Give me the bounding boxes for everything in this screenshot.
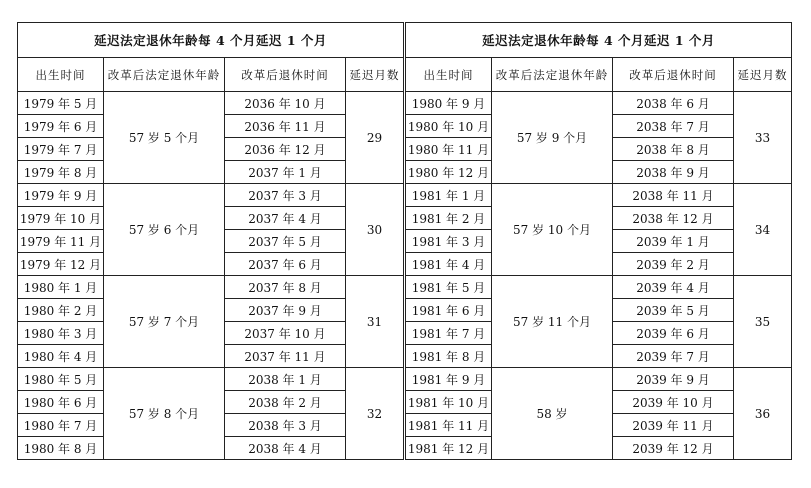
birth-time-cell: 1980 年 11 月 (406, 138, 492, 161)
retirement-time-cell: 2038 年 6 月 (613, 92, 734, 115)
retirement-time-cell: 2036 年 11 月 (225, 115, 346, 138)
birth-time-cell: 1979 年 9 月 (18, 184, 104, 207)
birth-time-cell: 1981 年 10 月 (406, 391, 492, 414)
birth-time-cell: 1981 年 3 月 (406, 230, 492, 253)
retirement-age-cell: 57 岁 8 个月 (104, 368, 225, 460)
delay-months-cell: 30 (346, 184, 404, 276)
delay-months-cell: 29 (346, 92, 404, 184)
birth-time-cell: 1979 年 5 月 (18, 92, 104, 115)
left-header-birth-time: 出生时间 (18, 58, 104, 92)
right-header-retirement-time: 改革后退休时间 (613, 58, 734, 92)
retirement-time-cell: 2038 年 7 月 (613, 115, 734, 138)
retirement-time-cell: 2037 年 10 月 (225, 322, 346, 345)
retirement-time-cell: 2037 年 8 月 (225, 276, 346, 299)
retirement-time-cell: 2038 年 3 月 (225, 414, 346, 437)
table-row (18, 368, 404, 391)
left-header-retirement-age: 改革后法定退休年龄 (104, 58, 225, 92)
retirement-time-cell: 2037 年 3 月 (225, 184, 346, 207)
retirement-time-cell: 2037 年 6 月 (225, 253, 346, 276)
retirement-time-cell: 2038 年 2 月 (225, 391, 346, 414)
retirement-time-cell: 2038 年 11 月 (613, 184, 734, 207)
delay-months-cell: 36 (734, 368, 792, 460)
birth-time-cell: 1980 年 8 月 (18, 437, 104, 460)
table-row (406, 368, 792, 391)
retirement-time-cell: 2037 年 4 月 (225, 207, 346, 230)
delay-months-cell: 33 (734, 92, 792, 184)
right-header-birth-time: 出生时间 (406, 58, 492, 92)
retirement-time-cell: 2039 年 5 月 (613, 299, 734, 322)
left-retirement-table-panel (17, 22, 404, 460)
retirement-age-cell: 57 岁 6 个月 (104, 184, 225, 276)
retirement-time-cell: 2039 年 7 月 (613, 345, 734, 368)
birth-time-cell: 1981 年 4 月 (406, 253, 492, 276)
retirement-age-cell: 57 岁 11 个月 (492, 276, 613, 368)
right-retirement-table (405, 22, 792, 460)
delay-months-cell: 35 (734, 276, 792, 368)
birth-time-cell: 1979 年 8 月 (18, 161, 104, 184)
retirement-time-cell: 2038 年 4 月 (225, 437, 346, 460)
birth-time-cell: 1980 年 3 月 (18, 322, 104, 345)
retirement-time-cell: 2036 年 10 月 (225, 92, 346, 115)
birth-time-cell: 1979 年 12 月 (18, 253, 104, 276)
table-row (406, 92, 792, 115)
retirement-age-cell: 57 岁 10 个月 (492, 184, 613, 276)
retirement-time-cell: 2038 年 12 月 (613, 207, 734, 230)
delay-months-cell: 32 (346, 368, 404, 460)
birth-time-cell: 1981 年 1 月 (406, 184, 492, 207)
birth-time-cell: 1981 年 2 月 (406, 207, 492, 230)
right-table-body (406, 92, 792, 460)
retirement-age-cell: 58 岁 (492, 368, 613, 460)
left-retirement-table (17, 22, 404, 460)
birth-time-cell: 1980 年 2 月 (18, 299, 104, 322)
left-header-delay-months: 延迟月数 (346, 58, 404, 92)
retirement-time-cell: 2037 年 9 月 (225, 299, 346, 322)
birth-time-cell: 1981 年 5 月 (406, 276, 492, 299)
birth-time-cell: 1980 年 1 月 (18, 276, 104, 299)
table-row (406, 276, 792, 299)
birth-time-cell: 1979 年 6 月 (18, 115, 104, 138)
right-header-delay-months: 延迟月数 (734, 58, 792, 92)
retirement-time-cell: 2038 年 1 月 (225, 368, 346, 391)
retirement-time-cell: 2039 年 11 月 (613, 414, 734, 437)
retirement-time-cell: 2039 年 1 月 (613, 230, 734, 253)
birth-time-cell: 1981 年 6 月 (406, 299, 492, 322)
birth-time-cell: 1979 年 7 月 (18, 138, 104, 161)
birth-time-cell: 1981 年 9 月 (406, 368, 492, 391)
left-table-body (18, 92, 404, 460)
retirement-age-cell: 57 岁 5 个月 (104, 92, 225, 184)
birth-time-cell: 1980 年 12 月 (406, 161, 492, 184)
birth-time-cell: 1981 年 8 月 (406, 345, 492, 368)
right-retirement-table-panel (405, 22, 792, 460)
birth-time-cell: 1980 年 6 月 (18, 391, 104, 414)
retirement-time-cell: 2038 年 8 月 (613, 138, 734, 161)
right-header-retirement-age: 改革后法定退休年龄 (492, 58, 613, 92)
retirement-time-cell: 2039 年 10 月 (613, 391, 734, 414)
birth-time-cell: 1980 年 5 月 (18, 368, 104, 391)
retirement-time-cell: 2036 年 12 月 (225, 138, 346, 161)
birth-time-cell: 1980 年 4 月 (18, 345, 104, 368)
retirement-time-cell: 2039 年 2 月 (613, 253, 734, 276)
birth-time-cell: 1979 年 11 月 (18, 230, 104, 253)
retirement-time-cell: 2038 年 9 月 (613, 161, 734, 184)
table-row (18, 92, 404, 115)
birth-time-cell: 1979 年 10 月 (18, 207, 104, 230)
retirement-time-cell: 2039 年 6 月 (613, 322, 734, 345)
birth-time-cell: 1980 年 7 月 (18, 414, 104, 437)
birth-time-cell: 1980 年 9 月 (406, 92, 492, 115)
retirement-age-cell: 57 岁 7 个月 (104, 276, 225, 368)
delay-months-cell: 34 (734, 184, 792, 276)
left-header-retirement-time: 改革后退休时间 (225, 58, 346, 92)
delay-months-cell: 31 (346, 276, 404, 368)
retirement-age-cell: 57 岁 9 个月 (492, 92, 613, 184)
birth-time-cell: 1981 年 7 月 (406, 322, 492, 345)
birth-time-cell: 1981 年 12 月 (406, 437, 492, 460)
table-row (18, 184, 404, 207)
retirement-time-cell: 2039 年 9 月 (613, 368, 734, 391)
retirement-time-cell: 2037 年 1 月 (225, 161, 346, 184)
retirement-time-cell: 2037 年 5 月 (225, 230, 346, 253)
retirement-time-cell: 2037 年 11 月 (225, 345, 346, 368)
right-table-title: 延迟法定退休年龄每 4 个月延迟 1 个月 (406, 23, 792, 58)
retirement-time-cell: 2039 年 12 月 (613, 437, 734, 460)
birth-time-cell: 1980 年 10 月 (406, 115, 492, 138)
birth-time-cell: 1981 年 11 月 (406, 414, 492, 437)
table-row (18, 276, 404, 299)
left-table-title: 延迟法定退休年龄每 4 个月延迟 1 个月 (18, 23, 404, 58)
retirement-time-cell: 2039 年 4 月 (613, 276, 734, 299)
table-row (406, 184, 792, 207)
